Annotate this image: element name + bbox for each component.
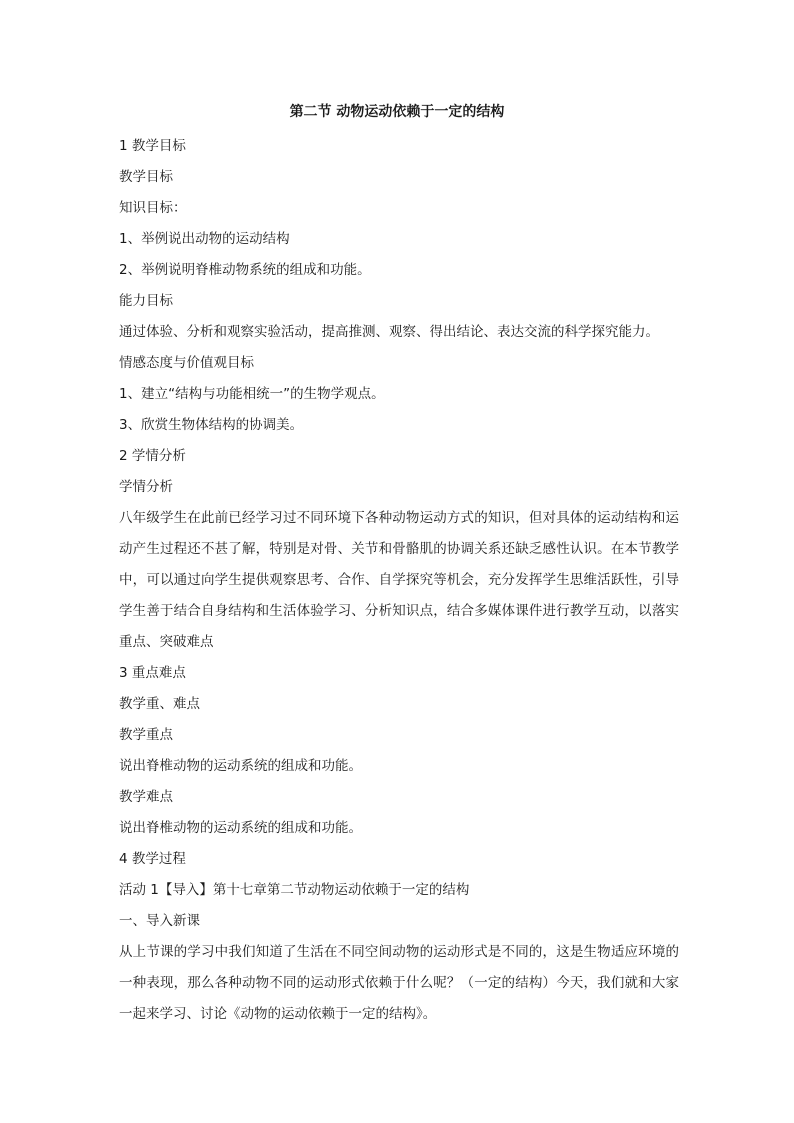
text-line: 通过体验、分析和观察实验活动，提高推测、观察、得出结论、表达交流的科学探究能力。: [119, 324, 659, 340]
text-line: 1、举例说出动物的运动结构: [119, 231, 290, 247]
subheading-knowledge-goals: 知识目标：: [119, 200, 187, 216]
heading-student-analysis: 2 学情分析: [119, 448, 186, 464]
document-body: [119, 131, 679, 1030]
page-title: 第二节 动物运动依赖于一定的结构: [289, 104, 505, 120]
subheading-teaching-goals: 教学目标: [119, 169, 173, 185]
subheading-key-difficult: 教学重、难点: [119, 696, 200, 712]
paragraph-student-analysis: 八年级学生在此前已经学习过不同环境下各种动物运动方式的知识，但对具体的运动结构和运动产生过程还不甚了解，特别是对骨、关节和骨骼肌的协调关系还缺乏感性认识。在本节教学中，可以通过向学生提供观察思考、合作、自学探究等机会，充分发挥学生思维活跃性，引导学生善于结合自身结构和生活体验学习、分析知识点，结合多媒体课件进行教学互动，以落实重点、突破难点: [119, 510, 679, 650]
subheading-student-analysis: 学情分析: [119, 479, 173, 495]
text-line: 2、举例说明脊椎动物系统的组成和功能。: [119, 262, 371, 278]
text-line: 说出脊椎动物的运动系统的组成和功能。: [119, 820, 362, 836]
paragraph-intro: 从上节课的学习中我们知道了生活在不同空间动物的运动形式是不同的，这是生物适应环境的一种表现，那么各种动物不同的运动形式依赖于什么呢？（一定的结构）今天，我们就和大家一起来学习、讨论《动物的运动依赖于一定的结构》。: [119, 944, 679, 1022]
text-line: 1、建立“结构与功能相统一”的生物学观点。: [119, 386, 385, 402]
text-line: 说出脊椎动物的运动系统的组成和功能。: [119, 758, 362, 774]
subheading-ability-goals: 能力目标: [119, 293, 173, 309]
text-line: 3、欣赏生物体结构的协调美。: [119, 417, 304, 433]
subheading-intro: 一、导入新课: [119, 913, 200, 929]
heading-teaching-process: 4 教学过程: [119, 851, 186, 867]
subheading-difficult-points: 教学难点: [119, 789, 173, 805]
subheading-attitude-goals: 情感态度与价值观目标: [119, 355, 254, 371]
heading-teaching-goals: 1 教学目标: [119, 138, 186, 154]
subheading-key-points: 教学重点: [119, 727, 173, 743]
heading-key-points: 3 重点难点: [119, 665, 186, 681]
activity-title: 活动 1【导入】第十七章第二节动物运动依赖于一定的结构: [119, 882, 470, 898]
